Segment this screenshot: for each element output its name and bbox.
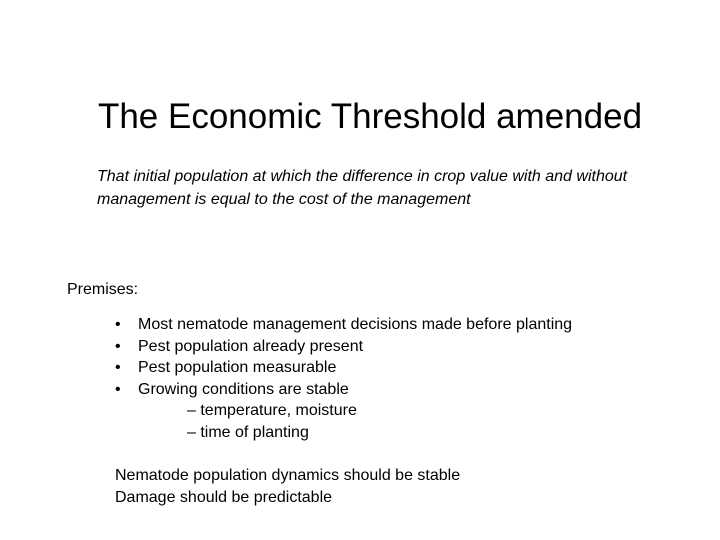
definition-text: That initial population at which the difference in crop value with and without management is equal to the cost of the management: [97, 168, 628, 208]
bullet-icon: •: [115, 359, 121, 376]
premise-item: [115, 357, 572, 379]
conclusions: [115, 465, 460, 509]
premise-list: [115, 314, 572, 400]
premise-item: [115, 336, 572, 358]
premise-text: Pest population already present: [138, 337, 364, 355]
premises-label: Premises:: [67, 281, 139, 298]
premise-text: Most nematode management decisions made before planting: [138, 316, 573, 333]
conclusion-line: Nematode population dynamics should be stable: [115, 467, 461, 484]
sub-point-item: – temperature, moisture: [187, 402, 357, 419]
bullet-icon: •: [115, 380, 121, 398]
sub-point-list: [187, 400, 357, 443]
premise-item: [115, 379, 572, 401]
premise-text: Pest population measurable: [138, 359, 337, 376]
bullet-icon: •: [115, 316, 121, 333]
bullet-icon: •: [115, 337, 121, 355]
conclusion-line: Damage should be predictable: [115, 489, 333, 506]
premise-text: Growing conditions are stable: [138, 380, 349, 398]
sub-point-item: – time of planting: [187, 423, 309, 441]
premise-item: [115, 314, 572, 336]
slide-title: The Economic Threshold amended: [97, 97, 643, 136]
